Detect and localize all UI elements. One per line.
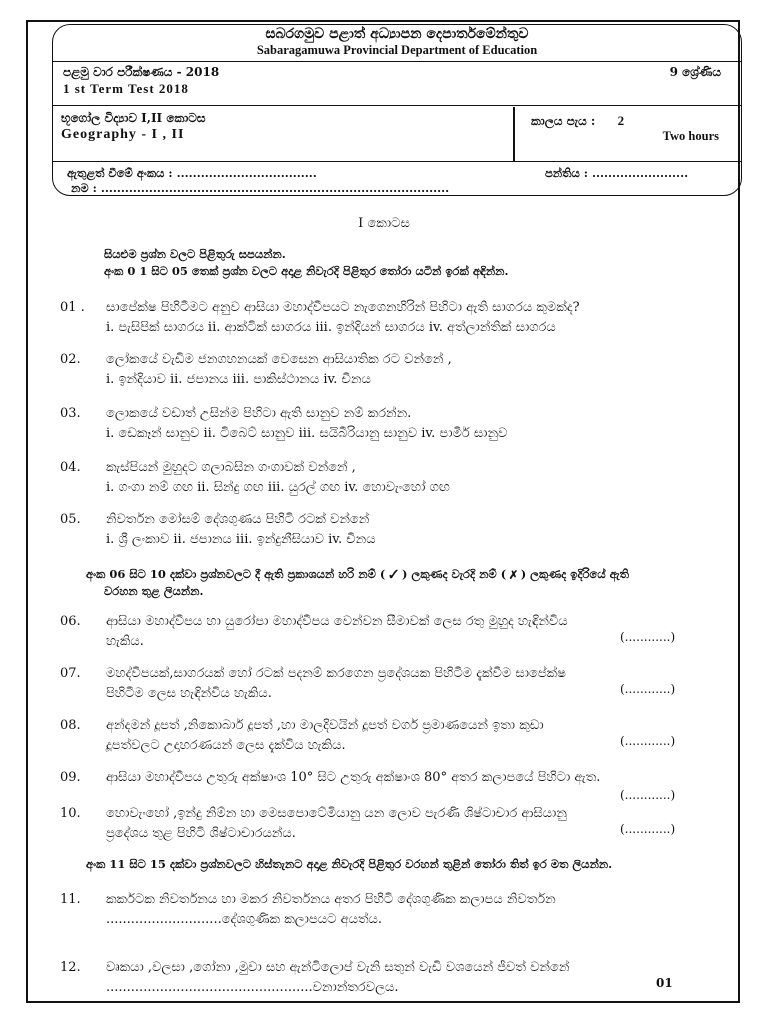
question-number: 07. [60, 666, 81, 681]
answer-blank-line[interactable]: ..................................................වනාන්තරවලය. [106, 980, 399, 995]
question-text: අන්දමන් දූපත් ,නිකොබාර් දූපත් ,හා මාලදිවයින් දූපත් වර්ග ප්‍රමාණයෙන් ඉතා කුඩා [106, 718, 544, 733]
question-text: හොවැංහෝ ,ඉන්දු නිම්න හා මෙසපොටේමියානු යන ලොව පැරණි ශිෂ්ටාචාර ආසියානු [106, 806, 567, 821]
question-number: 08. [60, 718, 81, 733]
instructions-part-1 [104, 246, 508, 280]
instruction-line: සියළුම ප්‍රශ්න වලට පිළිතුරු සපයන්න. [104, 247, 286, 261]
duration-label [531, 113, 624, 129]
question-options[interactable]: i. ඉන්දියාව ii. ජපානය iii. පාකිස්ථානය iv. චීනය [106, 372, 371, 387]
question-text: කර්කටක නිවර්තනය හා මකර නිවර්තනය අතර පිහිටි දේශගුණික කලාපය නිවර්තන [106, 892, 556, 907]
question-number: 05. [60, 512, 81, 527]
instructions-part-3: අංක 11 සිට 15 දක්වා ප්‍රශ්නවලට හිස්තැනට අදාළ නිවැරදි පිළිතුර වරහන් තුළින් තෝරා තිත් ඉර මත ලියන්න. [86, 857, 613, 871]
question-number: 01 . [60, 300, 85, 315]
question-number: 03. [60, 406, 81, 421]
question-number: 10. [60, 806, 81, 821]
question-text-cont: පිහිටීම ලෙස හැඳින්විය හැකිය. [106, 686, 272, 701]
question-options[interactable]: i. ඩෙකෑන් සානුව ii. ටිබෙට් සානුව iii. සයිබීරියානු සානුව iv. පාමීර් සානුව [106, 426, 508, 441]
subject-row [53, 107, 741, 162]
answer-bracket-08[interactable]: (............) [620, 734, 676, 748]
question-text: මහද්වීපයක්,සාගරයක් හෝ රටක් පදනම් කරගෙන ප්‍රදේශයක පිහිටීම දැක්වීම සාපේක්ෂ [106, 666, 566, 681]
question-options[interactable]: i. ශ්‍රී ලංකාව ii. ජපානය iii. ඉන්දුනීසියාව iv. චීනය [106, 532, 376, 547]
name-field[interactable]: නම : ....................................................................................... [71, 181, 450, 195]
question-text: ලෝකයේ වැඩිම ජනගහනයක් වෙසෙන ආසියාතික රට වන්නේ , [106, 352, 452, 367]
candidate-info-row [53, 161, 741, 196]
answer-blank-line[interactable]: ............................දේශගුණික කලාපයට අයත්ය. [106, 912, 382, 927]
instruction-line: අංක 0 1 සිට 05 තෙක් ප්‍රශ්න වලට අදාළ නිවැරදි පිළිතුර තෝරා යටින් ඉරක් අඳින්න. [104, 264, 509, 278]
question-number: 06. [60, 614, 81, 629]
department-name-sinhala: සබරගමුව පළාත් අධ්‍යාපන දෙපාර්තමේන්තුව [265, 26, 529, 42]
question-text: ආසියා මහාද්වීපය උතුරු අක්ෂාංශ 10° සිට උතුරු අක්ෂාංශ 80° අතර කලාපයේ පිහිටා ඇත. [106, 770, 601, 785]
question-text-cont: හැකිය. [106, 634, 144, 649]
question-text: වෘකයා ,වලසා ,ගෝනා ,මුවා සහ ඇන්ටිලොප් වැනි සතුන් වැඩි වශයෙන් ජීවත් වන්නේ [106, 960, 570, 975]
subject-english: Geography - I , II [61, 127, 185, 142]
duration-label-sinhala: කාලය පැය : [531, 114, 596, 128]
duration-value: 2 [617, 113, 625, 128]
question-text-cont: ප්‍රදේශය තුළ පිහිටි ශිෂ්ටාචාරයන්ය. [106, 826, 296, 841]
subject-sinhala: භූගෝල විද්‍යාව I,II කොටස [61, 111, 206, 125]
index-number-field[interactable]: ඇතුළත් වීමේ අංකය : ................................... [67, 166, 317, 180]
answer-bracket-07[interactable]: (............) [620, 682, 676, 696]
question-number: 04. [60, 460, 81, 475]
answer-bracket-10[interactable]: (............) [620, 822, 676, 836]
term-title-sinhala: පළමු වාර පරීක්ෂණය - 2018 [63, 65, 220, 79]
term-title-english: 1 st Term Test 2018 [63, 81, 189, 96]
section-title: I කොටස [358, 216, 410, 231]
department-banner [53, 25, 741, 62]
divider [53, 105, 741, 106]
instruction-line: වරහන තුළ ලියන්න. [104, 584, 204, 598]
question-text-cont: දූපත්වලට උදාහරණයන් ලෙස දැක්විය හැකිය. [106, 738, 346, 753]
question-text: සාපේක්ෂ පිහිටීමට අනුව ආසියා මහාද්වීපයට නැගෙනහිරින් පිහිටා ඇති සාගරය කුමක්ද? [106, 300, 580, 315]
instruction-line: අංක 06 සිට 10 දක්වා ප්‍රශ්නවලට දී ඇති ප්‍රකාශයන් හරි නම් ( ✓ ) ලකුණද වැරදි නම් ( ✗ ) ලකුණද ඉදිරියේ ඇති [86, 567, 629, 581]
question-text: ලොකයේ වඩාත් උසින්ම පිහිටා ඇති සානුව නම් කරන්න. [106, 406, 412, 421]
column-divider [513, 107, 515, 161]
question-text: කැස්පියන් මුහුදට ගලාබසින ගංගාවක් වන්නේ , [106, 460, 356, 475]
answer-bracket-06[interactable]: (............) [620, 630, 676, 644]
exam-header [52, 24, 742, 196]
question-number: 09. [60, 770, 81, 785]
page-number: 01 [656, 976, 673, 990]
department-name-english: Sabaragamuwa Provincial Department of Education [256, 43, 538, 57]
class-field[interactable]: පන්තිය : ........................ [545, 166, 689, 180]
duration-english: Two hours [662, 129, 719, 143]
question-number: 02. [60, 352, 81, 367]
question-options[interactable]: i. ගංගා නම් ගඟ ii. සින්දු ගඟ iii. යුරල් ගඟ iv. හොවැංහෝ ගඟ [106, 480, 450, 495]
question-options[interactable]: i. පැසිපික් සාගරය ii. ආක්ටික් සාගරය iii. ඉන්දියන් සාගරය iv. අත්ලාන්තික් සාගරය [106, 320, 556, 335]
answer-bracket-09[interactable]: (............) [620, 788, 676, 802]
instructions-part-2 [86, 566, 629, 600]
question-number: 12. [60, 960, 81, 975]
question-text: නිවර්තන මෝසම් දේශගුණය පිහිටි රටක් වන්නේ [106, 512, 370, 527]
question-text: ආසියා මහාද්වීපය හා යුරෝපා මහාද්වීපය වෙන්වන සීමාවක් ලෙස රතු මුහුද හැඳින්විය [106, 614, 568, 629]
grade-label: 9 ශ්‍රේණිය [669, 65, 721, 79]
question-number: 11. [60, 892, 81, 907]
